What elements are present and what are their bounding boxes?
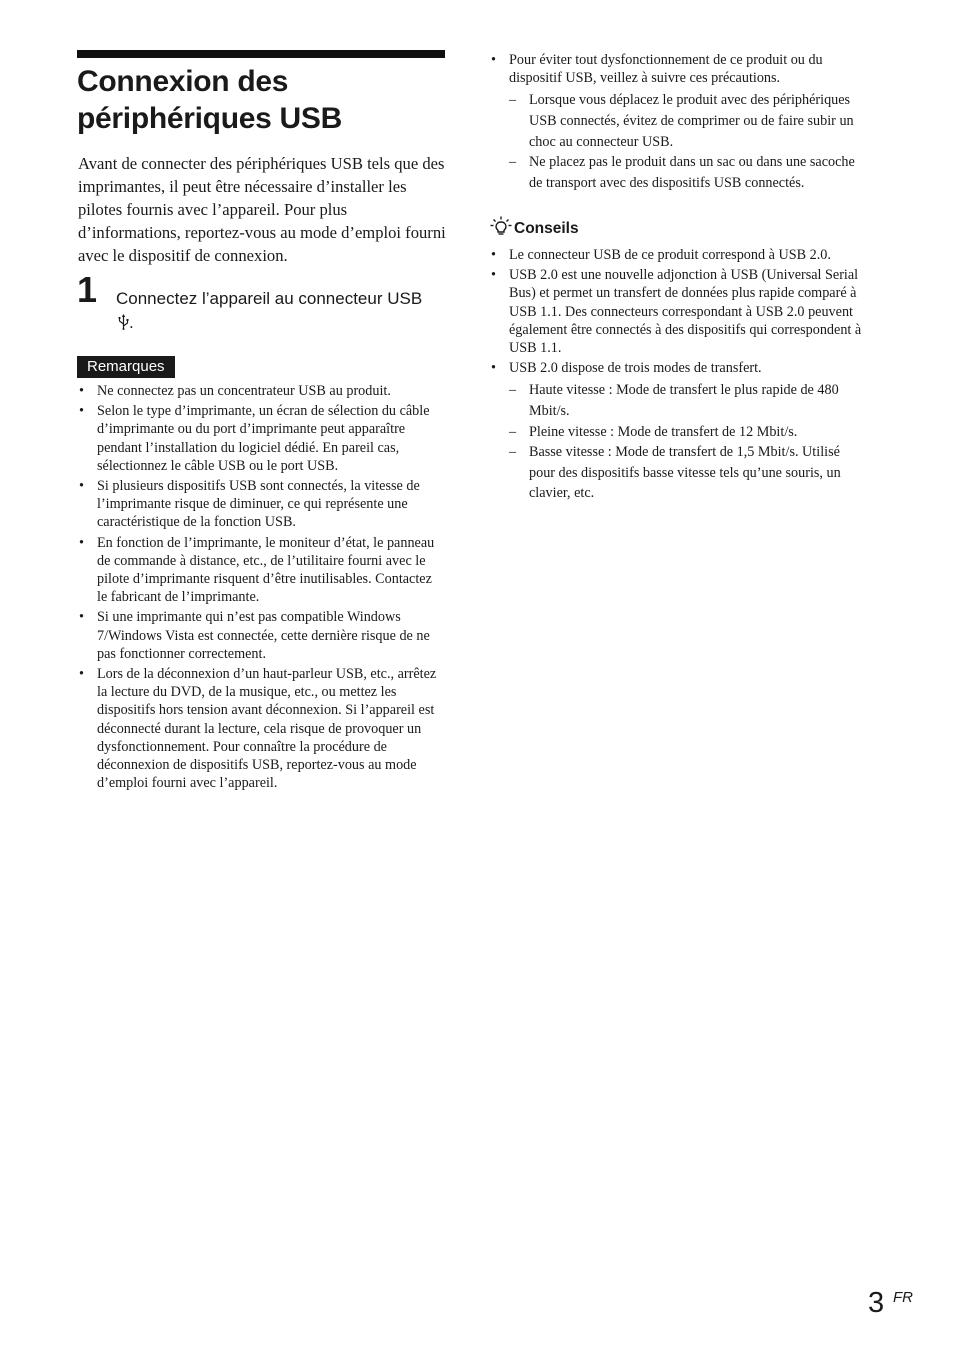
list-item: • Si plusieurs dispositifs USB sont connectés, la vitesse de l’imprimante risque de diminuer, ce qui représente une caractéristique de la fonction USB.	[78, 477, 440, 532]
sub-list-item: – Haute vitesse : Mode de transfert le plus rapide de 480 Mbit/s.	[509, 380, 862, 421]
page-language: FR	[893, 1289, 913, 1306]
sub-list-item: – Pleine vitesse : Mode de transfert de 12 Mbit/s.	[509, 422, 862, 443]
sub-list-item: – Basse vitesse : Mode de transfert de 1,5 Mbit/s. Utilisé pour des dispositifs basse vitesse tels qu’une souris, un clavier, etc.	[509, 442, 862, 504]
list-item: • Lors de la déconnexion d’un haut-parleur USB, etc., arrêtez la lecture du DVD, de la musique, etc., ou mettez les dispositifs hors tension avant déconnexion. Si l’appareil est déconnecté durant la lecture, cela risque de provoquer un dysfonctionnement. Pour connaître la procédure de déconnexion de dispositifs USB, reportez-vous au mode d’emploi fourni avec l’appareil.	[78, 665, 440, 792]
page-title: Connexion des périphériques USB	[77, 65, 342, 135]
step-suffix: .	[129, 313, 134, 332]
title-rule	[77, 50, 445, 58]
precautions-text: Pour éviter tout dysfonctionnement de ce produit ou du dispositif USB, veillez à suivre ces précautions.	[509, 52, 823, 87]
notes-list	[78, 382, 440, 794]
page-number: 3	[868, 1287, 885, 1319]
list-item: • USB 2.0 est une nouvelle adjonction à USB (Universal Serial Bus) et permet un transfert de données plus rapide comparé à USB 1.1. Des connecteurs correspondant à USB 2.0 peuvent également être connectés à des dispositifs qui correspondent à USB 1.1.	[490, 266, 862, 357]
lightbulb-icon	[490, 216, 512, 236]
list-item	[490, 359, 862, 504]
tips-item-text: USB 2.0 dispose de trois modes de transfert.	[509, 360, 762, 377]
list-item: • Si une imprimante qui n’est pas compatible Windows 7/Windows Vista est connectée, cette dernière risque de ne pas fonctionner correctement.	[78, 608, 440, 663]
intro-paragraph: Avant de connecter des périphériques USB tels que des imprimantes, il peut être nécessaire d’installer les pilotes fournis avec l’appareil. Pour plus d’informations, reportez-vous au mode d’emploi fourni avec le dispositif de connexion.	[78, 154, 446, 265]
list-item: • Ne connectez pas un concentrateur USB au produit.	[78, 382, 440, 400]
usb-icon	[118, 314, 129, 330]
sub-list-item: – Ne placez pas le produit dans un sac ou dans une sacoche de transport avec des dispositifs USB connectés.	[509, 152, 862, 193]
precautions-section	[490, 51, 862, 195]
step-number: 1	[77, 269, 98, 310]
step-instruction	[116, 287, 436, 335]
list-item: • Le connecteur USB de ce produit correspond à USB 2.0.	[490, 246, 862, 264]
list-item: • En fonction de l’imprimante, le moniteur d’état, le panneau de commande à distance, etc., de l’utilitaire fourni avec le pilote d’imprimante risquent d’être inutilisables. Contactez le fabricant de l’imprimante.	[78, 534, 440, 607]
list-item: • Selon le type d’imprimante, un écran de sélection du câble d’imprimante ou du port d’imprimante peut apparaître pendant l’installation du logiciel dédié. En pareil cas, sélectionnez le câble USB ou le port USB.	[78, 402, 440, 475]
step-text: Connectez l’appareil au connecteur USB	[116, 289, 423, 308]
notes-heading: Remarques	[77, 356, 175, 378]
sub-list-item: – Lorsque vous déplacez le produit avec des périphériques USB connectés, évitez de comprimer ou de faire subir un choc au connecteur USB.	[509, 90, 862, 152]
tips-list	[490, 246, 862, 506]
tips-heading	[490, 216, 579, 241]
list-item	[490, 51, 862, 193]
tips-heading-text: Conseils	[514, 220, 579, 237]
